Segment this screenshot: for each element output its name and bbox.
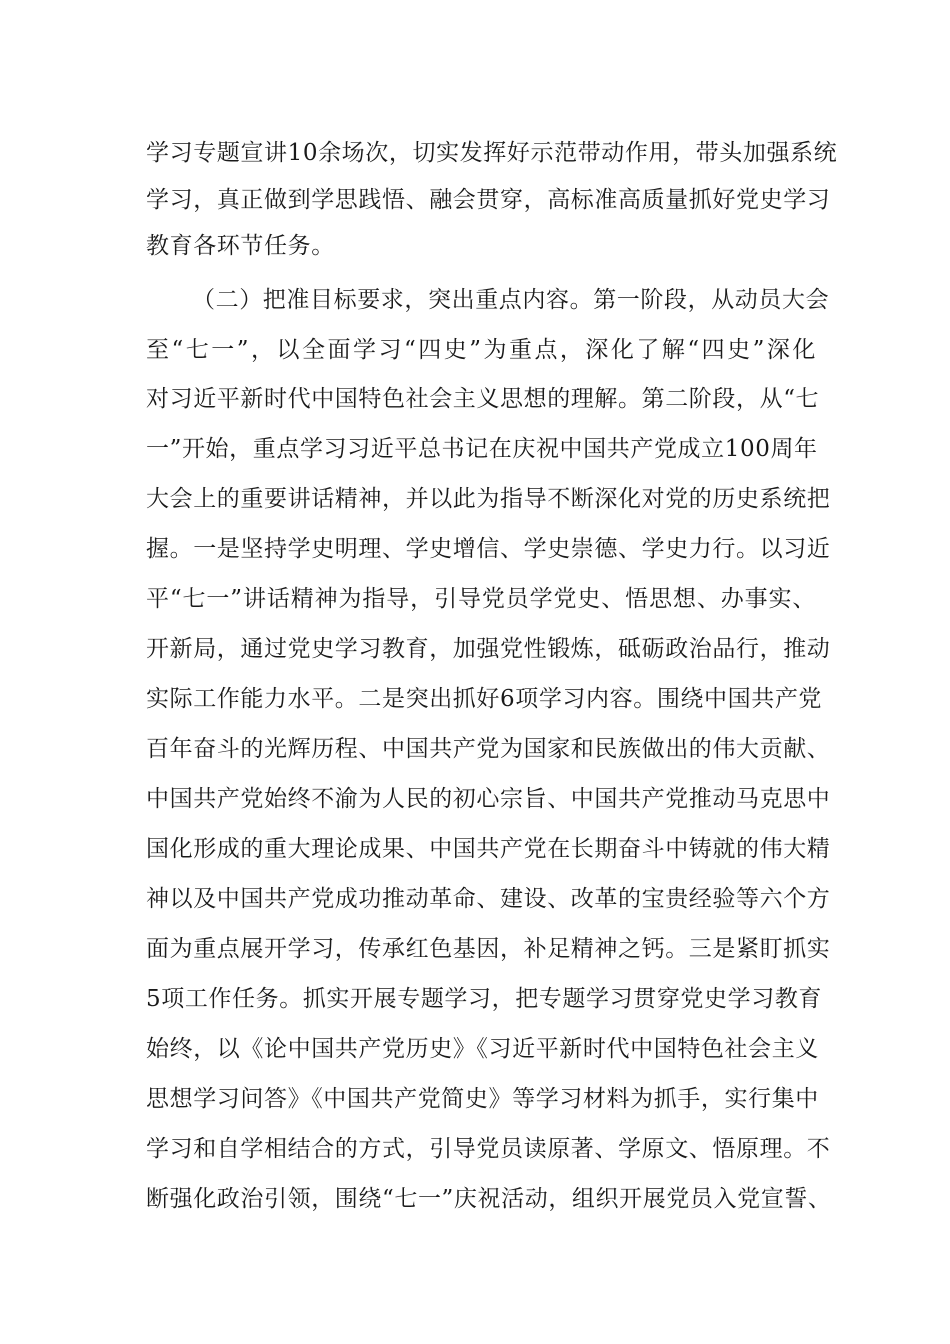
text-line: 学习专题宣讲10余场次，切实发挥好示范带动作用，带头加强系统 — [146, 140, 838, 166]
text-line: 断强化政治引领，围绕“七一”庆祝活动，组织开展党员入党宣誓、 — [146, 1186, 832, 1212]
text-line: 面为重点展开学习，传承红色基因，补足精神之钙。三是紧盯抓实 — [146, 936, 831, 962]
text-line: 思想学习问答》《中国共产党简史》等学习材料为抓手，实行集中 — [146, 1086, 819, 1112]
paragraph-heading-line: （二）把准目标要求，突出重点内容。第一阶段，从动员大会 — [192, 287, 830, 313]
text-line: 握。一是坚持学史明理、学史增信、学史崇德、学史力行。以习近 — [146, 536, 831, 562]
text-line: 开新局，通过党史学习教育，加强党性锻炼，砥砺政治品行，推动 — [146, 636, 831, 662]
text-line: 平“七一”讲话精神为指导，引导党员学党史、悟思想、办事实、 — [146, 586, 816, 612]
text-line: 教育各环节任务。 — [146, 233, 335, 259]
text-line: 中国共产党始终不渝为人民的初心宗旨、中国共产党推动马克思中 — [146, 786, 831, 812]
text-line: 至“七一”，以全面学习“四史”为重点，深化了解“四史”深化 — [146, 337, 816, 363]
text-line: 始终，以《论中国共产党历史》《习近平新时代中国特色社会主义 — [146, 1036, 819, 1062]
text-line: 国化形成的重大理论成果、中国共产党在长期奋斗中铸就的伟大精 — [146, 836, 831, 862]
text-line: 学习和自学相结合的方式，引导党员读原著、学原文、悟原理。不 — [146, 1136, 831, 1162]
text-line: 大会上的重要讲话精神，并以此为指导不断深化对党的历史系统把 — [146, 486, 831, 512]
text-line: 对习近平新时代中国特色社会主义思想的理解。第二阶段，从“七 — [146, 386, 820, 412]
text-line: 学习，真正做到学思践悟、融会贯穿，高标准高质量抓好党史学习 — [146, 187, 831, 213]
text-line: 一”开始，重点学习习近平总书记在庆祝中国共产党成立100周年 — [146, 436, 818, 462]
text-line: 5项工作任务。抓实开展专题学习，把专题学习贯穿党史学习教育 — [146, 986, 823, 1012]
text-line: 实际工作能力水平。二是突出抓好6项学习内容。围绕中国共产党 — [146, 686, 823, 712]
text-line: 百年奋斗的光辉历程、中国共产党为国家和民族做出的伟大贡献、 — [146, 736, 831, 762]
text-line: 神以及中国共产党成功推动革命、建设、改革的宝贵经验等六个方 — [146, 886, 831, 912]
